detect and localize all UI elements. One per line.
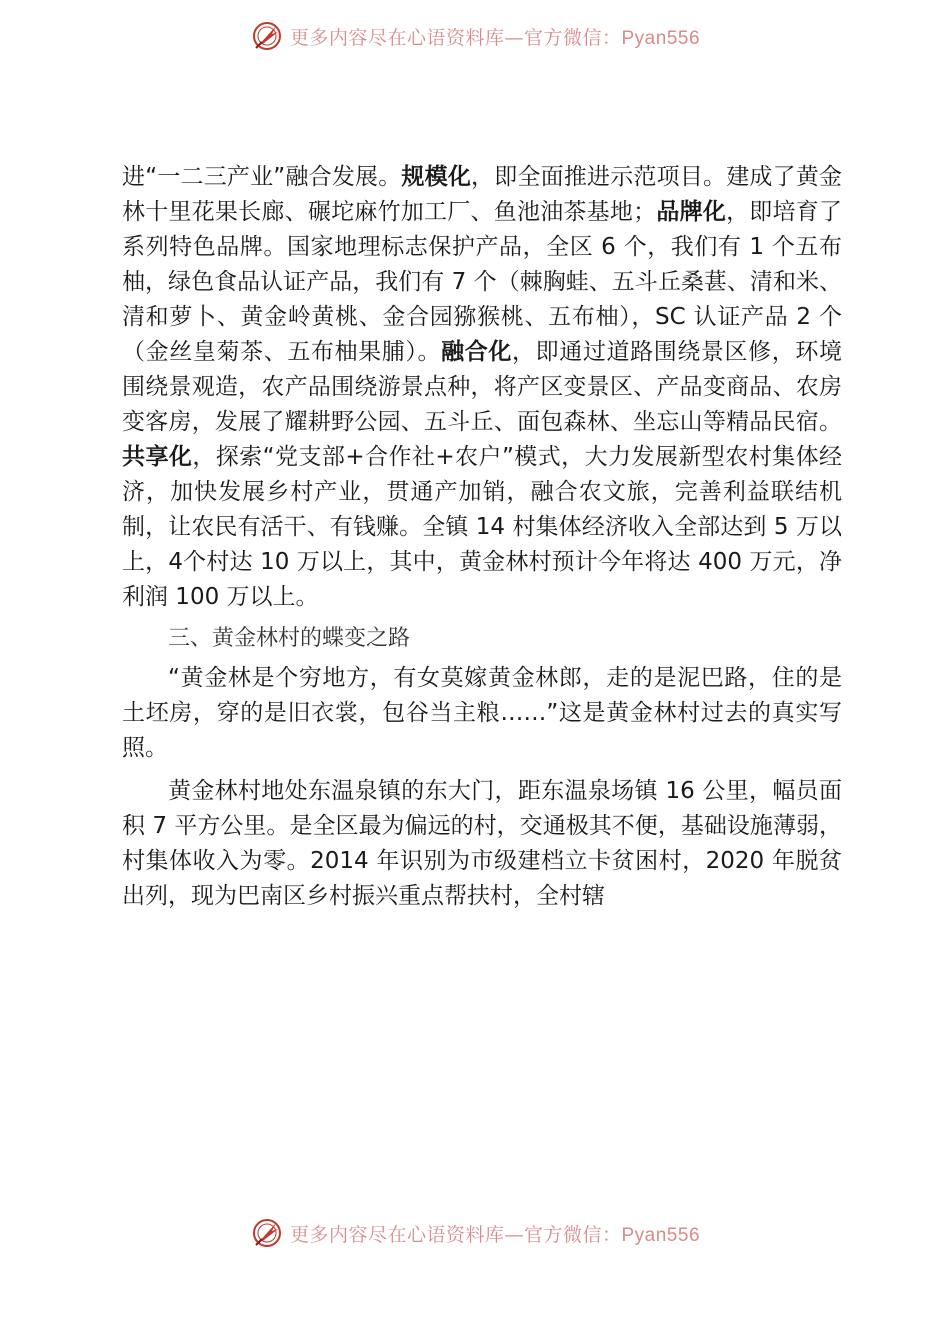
bold-term-scale: 规模化 [401,164,472,190]
banner-text [290,1220,700,1247]
banner-text-cn: 更多内容尽在心语资料库—官方微信： [289,26,622,49]
bold-term-sharing: 共享化 [122,444,193,470]
banner-wechat-id: Pyan556 [621,27,701,49]
paragraph-industry-integration [122,160,842,615]
bold-term-integration: 融合化 [441,339,512,365]
document-body [122,160,842,914]
feather-pen-logo-icon [250,1216,284,1250]
text-run: 进“一二三产业”融合发展。 [122,164,402,190]
banner-wechat-id: Pyan556 [621,1224,701,1246]
paragraph-village-location: 黄金林村地处东温泉镇的东大门，距东温泉场镇 16 公里，幅员面积 7 平方公里。是全区最为偏远的村，交通极其不便，基础设施薄弱，村集体收入为零。2014 年识别为市级建档立卡贫困村，2020 年脱贫出列，现为巴南区乡村振兴重点帮扶村，全村辖 [122,778,842,909]
text-run: ，即全面推进示范项目。建成了黄金林十里花果长廊、碾坨麻竹加工厂、鱼池油茶基地； [122,164,843,225]
footer-banner [0,1213,950,1253]
text-run: ，即通过道路围绕景区修，环境围绕景观造，农产品围绕游景点种，将产区变景区、产品变商品、农房变客房，发展了耀耕野公园、五斗丘、面包森林、坐忘山等精品民宿。 [122,339,843,435]
paragraph-village-past: “黄金林是个穷地方，有女莫嫁黄金林郎，走的是泥巴路，住的是土坯房，穿的是旧衣裳，包谷当主粮……”这是黄金林村过去的真实写照。 [122,665,842,761]
banner-text [290,23,700,50]
paragraph-gap [122,766,842,774]
header-banner [0,16,950,56]
banner-text-cn: 更多内容尽在心语资料库—官方微信： [289,1223,622,1246]
text-run: ，探索“党支部+合作社+农户”模式，大力发展新型农村集体经济，加快发展乡村产业，贯通产加销，融合农文旅，完善利益联结机制，让农民有活干、有钱赚。全镇 14 村集体经济收入全部达到 5 万以上，4个村达 10 万以上，其中，黄金林村预计今年将达 400 万元，净利润 100 万以上。 [122,444,843,610]
bold-term-brand: 品牌化 [656,199,727,225]
feather-pen-logo-icon [250,19,284,53]
text-run: ，即培育了系列特色品牌。国家地理标志保护产品，全区 6 个，我们有 1 个五布柚，绿色食品认证产品，我们有 7 个（棘胸蛙、五斗丘桑葚、清和米、清和萝卜、黄金岭黄桃、金合园猕猴桃、五布柚），SC 认证产品 2 个（金丝皇菊茶、五布柚果脯）。 [122,199,843,365]
section-heading: 三、黄金林村的蝶变之路 [168,626,411,651]
